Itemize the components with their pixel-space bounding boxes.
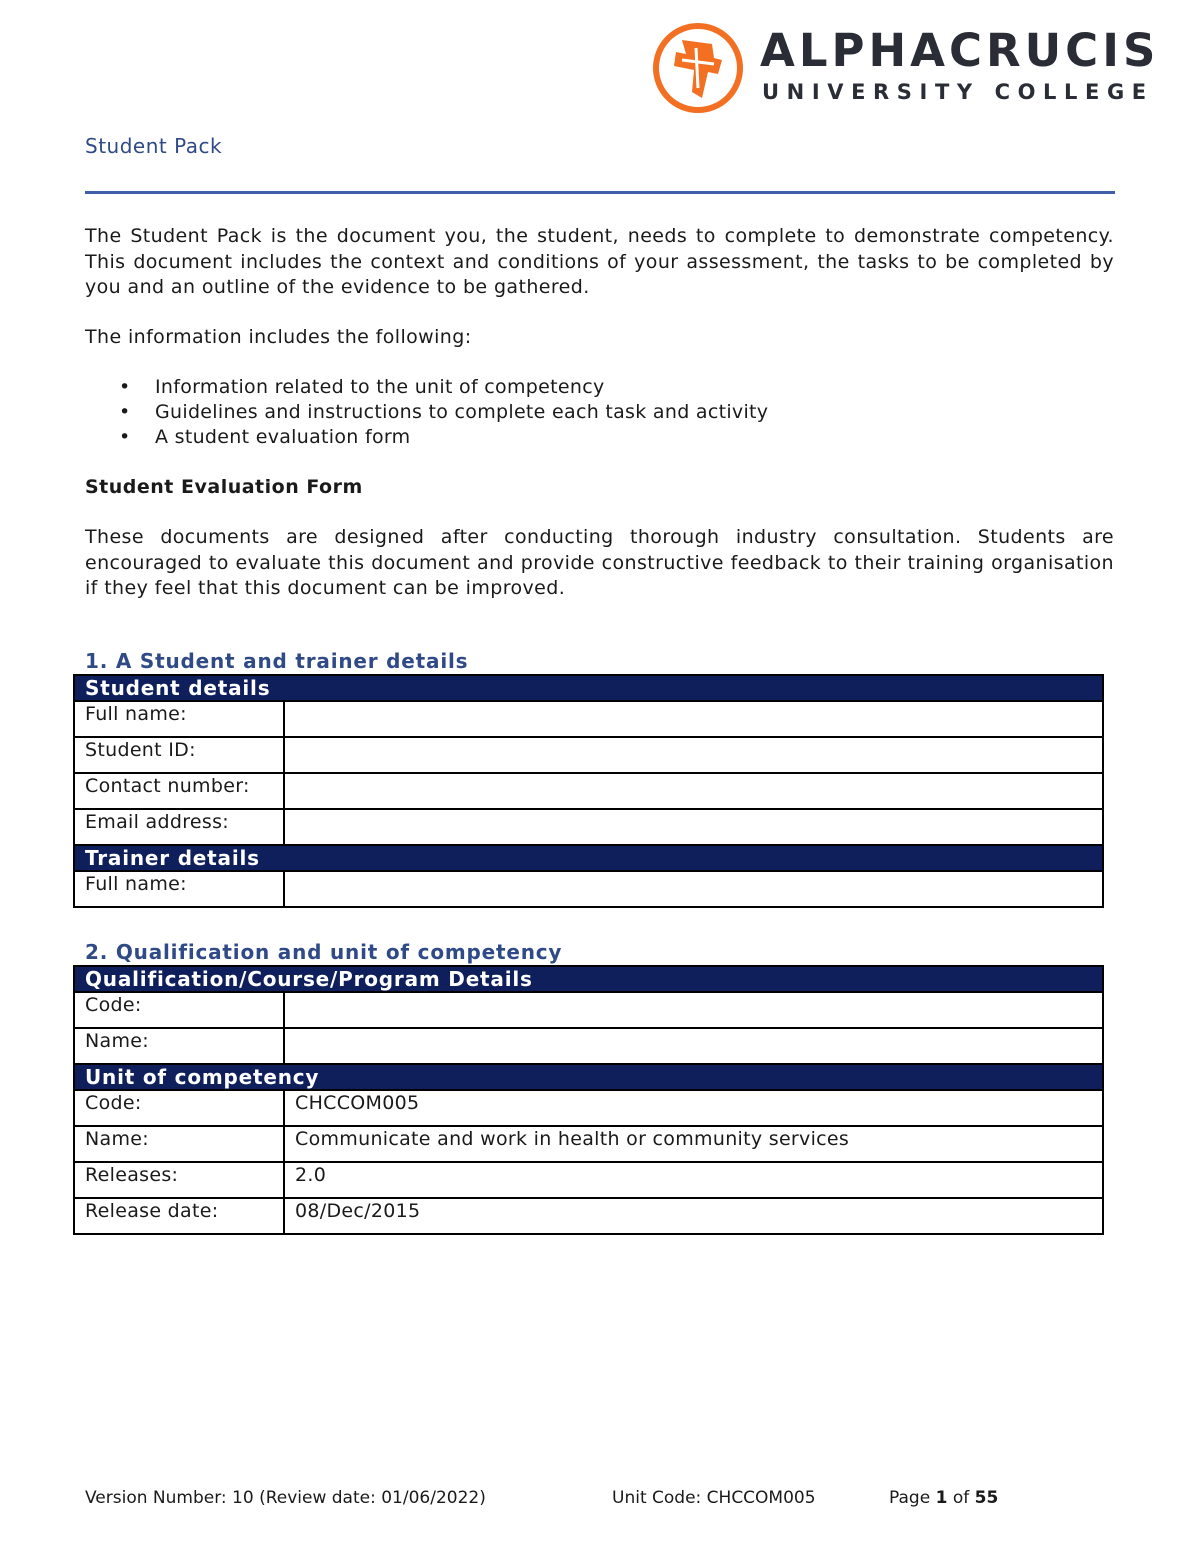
bullet-icon: • <box>119 376 131 398</box>
logo-subtitle: UNIVERSITY COLLEGE <box>762 80 1154 104</box>
list-item: • Information related to the unit of competency <box>119 376 605 398</box>
table-row <box>74 701 1103 737</box>
table-row <box>74 1162 1103 1198</box>
unit-header: Unit of competency <box>74 1064 1103 1090</box>
student-full-name-field[interactable] <box>284 701 1103 737</box>
qualification-header: Qualification/Course/Program Details <box>74 966 1103 992</box>
includes-list <box>85 375 768 450</box>
unit-releases-value: 2.0 <box>284 1162 1103 1198</box>
unit-name-value: Communicate and work in health or community services <box>284 1126 1103 1162</box>
student-details-header: Student details <box>74 675 1103 701</box>
section-1-heading: 1. A Student and trainer details <box>85 649 469 673</box>
email-address-field[interactable] <box>284 809 1103 845</box>
table-row <box>74 737 1103 773</box>
section-2-heading: 2. Qualification and unit of competency <box>85 940 563 964</box>
unit-code-value: CHCCOM005 <box>284 1090 1103 1126</box>
table-row <box>74 773 1103 809</box>
qualification-unit-table <box>73 965 1104 1235</box>
table-row <box>74 1198 1103 1234</box>
table-row <box>74 1028 1103 1064</box>
field-label: Releases: <box>74 1162 284 1198</box>
field-label: Name: <box>74 1028 284 1064</box>
table-row <box>74 1090 1103 1126</box>
page-title: Student Pack <box>85 134 223 158</box>
unit-release-date-value: 08/Dec/2015 <box>284 1198 1103 1234</box>
footer-page-number: Page 1 of 55 <box>889 1488 999 1508</box>
student-id-field[interactable] <box>284 737 1103 773</box>
field-label: Code: <box>74 992 284 1028</box>
footer-unit-code: Unit Code: CHCCOM005 <box>612 1488 816 1508</box>
field-label: Code: <box>74 1090 284 1126</box>
footer-version: Version Number: 10 (Review date: 01/06/2022) <box>85 1488 486 1508</box>
field-label: Contact number: <box>74 773 284 809</box>
trainer-details-header: Trainer details <box>74 845 1103 871</box>
list-item: • Guidelines and instructions to complete each task and activity <box>119 401 769 423</box>
bullet-icon: • <box>119 426 131 448</box>
field-label: Email address: <box>74 809 284 845</box>
qualification-code-field[interactable] <box>284 992 1103 1028</box>
includes-label: The information includes the following: <box>85 326 472 348</box>
table-row <box>74 809 1103 845</box>
trainer-full-name-field[interactable] <box>284 871 1103 907</box>
table-row <box>74 1126 1103 1162</box>
qualification-name-field[interactable] <box>284 1028 1103 1064</box>
evaluation-heading: Student Evaluation Form <box>85 476 363 498</box>
table-row <box>74 871 1103 907</box>
logo <box>652 22 1182 114</box>
field-label: Name: <box>74 1126 284 1162</box>
evaluation-paragraph: These documents are designed after conducting thorough industry consultation. Students are encouraged to evaluate this document and provide constructive feedback to their training organisation if they feel that this document can be improved. <box>85 526 1114 599</box>
field-label: Release date: <box>74 1198 284 1234</box>
logo-name: ALPHACRUCIS <box>760 24 1160 77</box>
list-item: • A student evaluation form <box>119 426 411 448</box>
student-trainer-table <box>73 674 1104 908</box>
cross-emblem-icon <box>652 22 744 114</box>
bullet-icon: • <box>119 401 131 423</box>
table-row <box>74 992 1103 1028</box>
field-label: Full name: <box>74 701 284 737</box>
title-divider <box>85 191 1115 194</box>
intro-paragraph: The Student Pack is the document you, the student, needs to complete to demonstrate competency. This document includes the context and conditions of your assessment, the tasks to be completed by you and an outline of the evidence to be gathered. <box>85 225 1114 298</box>
field-label: Full name: <box>74 871 284 907</box>
contact-number-field[interactable] <box>284 773 1103 809</box>
field-label: Student ID: <box>74 737 284 773</box>
